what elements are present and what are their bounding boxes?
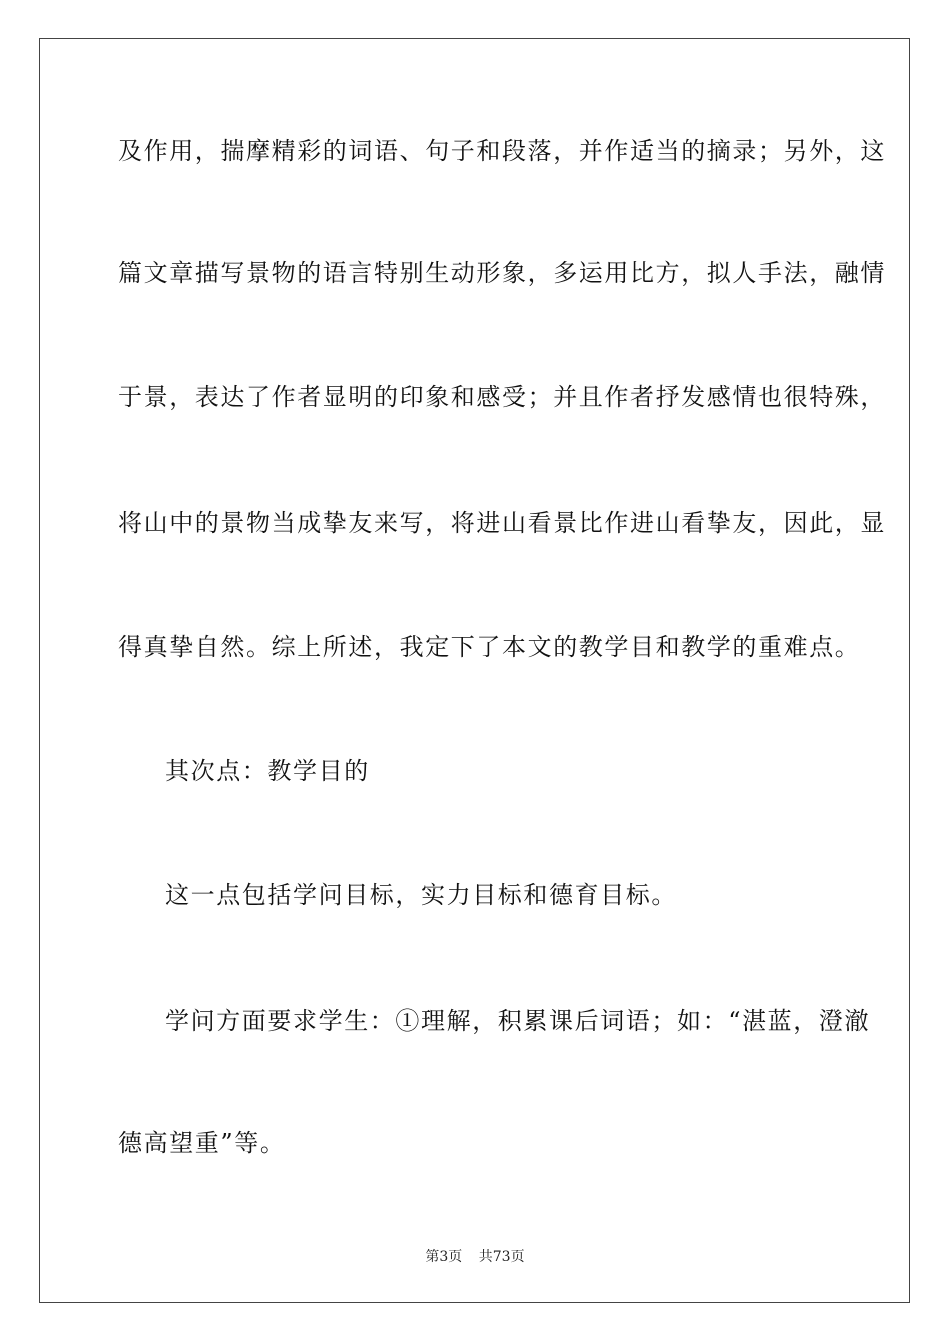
- body-text-line: 及作用，揣摩精彩的词语、句子和段落，并作适当的摘录；另外，这: [118, 137, 886, 165]
- body-text-line: 得真挚自然。综上所述，我定下了本文的教学目和教学的重难点。: [118, 633, 861, 661]
- page-total: 共73页: [478, 1249, 525, 1265]
- page-border: [39, 38, 910, 1303]
- body-text-line: 这一点包括学问目标，实力目标和德育目标。: [165, 881, 677, 909]
- section-heading: 其次点：教学目的: [165, 757, 370, 785]
- page-number: 第3页: [425, 1249, 463, 1265]
- body-text-line: 将山中的景物当成挚友来写，将进山看景比作进山看挚友，因此，显: [118, 509, 886, 537]
- body-text-line: 于景，表达了作者显明的印象和感受；并且作者抒发感情也很特殊，: [118, 383, 886, 411]
- body-text-line: 德高望重”等。: [118, 1129, 286, 1157]
- body-text-line: 篇文章描写景物的语言特别生动形象，多运用比方，拟人手法，融情: [118, 259, 886, 287]
- page-footer: [0, 1247, 950, 1267]
- body-text-line: 学问方面要求学生：①理解，积累课后词语；如：“湛蓝，澄澈: [165, 1007, 871, 1035]
